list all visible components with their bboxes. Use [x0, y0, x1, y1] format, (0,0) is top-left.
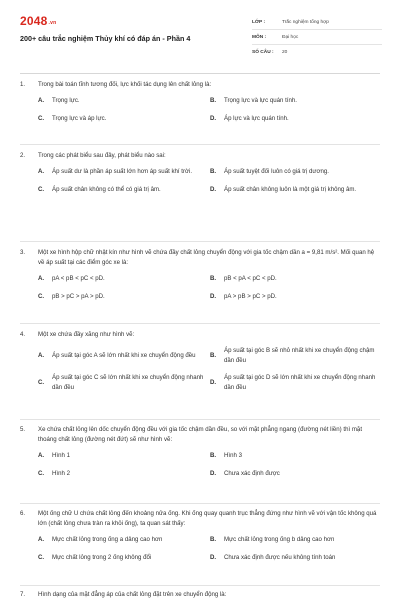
question-1 [20, 80, 382, 124]
answer-option-d[interactable] [210, 114, 382, 124]
option-text: Mực chất lỏng trong ống a dâng cao hơn [52, 536, 163, 544]
meta-row-class [252, 15, 382, 30]
answer-options [38, 451, 382, 479]
answer-option-d[interactable] [210, 373, 382, 392]
option-letter: A. [38, 351, 45, 359]
question-6 [20, 509, 382, 563]
option-text: Áp suất dư là phần áp suất lớn hơn áp suất khí trời. [52, 168, 193, 176]
question-text: Một xe hình hộp chữ nhật kín như hình vẽ chứa đầy chất lỏng chuyển động với gia tốc chậm dần a = 9,81 m/s². Mối quan hệ về áp suất tại các điểm góc xe là: [38, 249, 375, 266]
question-separator [20, 323, 380, 324]
question-separator [20, 585, 380, 586]
option-text: pA > pB > pC > pD. [224, 293, 277, 301]
question-5 [20, 425, 382, 479]
question-text: Một xe chứa đầy xăng như hình vẽ: [38, 331, 135, 338]
meta-key: SỐ CÂU : [252, 49, 274, 55]
document-header [0, 0, 400, 72]
answer-options [38, 167, 382, 195]
meta-value: Đại học [282, 34, 299, 40]
logo-suffix: .vn [48, 20, 57, 26]
question-number: 2. [20, 152, 26, 159]
option-letter: B. [210, 275, 217, 282]
option-text: Áp suất tại góc B sẽ nhỏ nhất khi xe chuyển động chậm dần đều [224, 347, 375, 364]
answer-option-a[interactable] [38, 274, 210, 284]
question-text: Trong bài toán tĩnh tương đối, lực khối tác dụng lên chất lỏng là: [38, 81, 212, 88]
option-letter: D. [210, 115, 217, 122]
logo-text: 2048 [20, 14, 48, 28]
question-text: Một ống chữ U chứa chất lỏng đến khoảng nửa ống. Khi ống quay quanh trục thẳng đứng như hình vẽ với vận tốc không quá lớn (chất lỏng chưa tràn ra khỏi ống), ta quan sát thấy: [38, 510, 377, 527]
question-separator [20, 144, 380, 145]
option-letter: D. [210, 293, 217, 300]
answer-option-a[interactable] [38, 451, 210, 461]
answer-options [38, 535, 382, 563]
option-text: Trọng lực. [52, 97, 80, 105]
question-number: 4. [20, 331, 26, 338]
option-letter: C. [38, 554, 45, 561]
option-text: Mực chất lỏng trong ống b dâng cao hơn [224, 536, 335, 544]
header-divider [20, 73, 380, 74]
answer-option-d[interactable] [210, 185, 382, 195]
option-letter: A. [38, 452, 45, 459]
option-letter: A. [38, 168, 45, 175]
option-text: Chưa xác định được [224, 470, 280, 478]
question-separator [20, 241, 380, 242]
answer-option-c[interactable] [38, 292, 210, 302]
site-logo[interactable] [20, 14, 56, 28]
option-letter: B. [210, 536, 217, 543]
answer-option-c[interactable] [38, 469, 210, 479]
option-letter: B. [210, 452, 217, 459]
option-text: Áp suất tuyệt đối luôn có giá trị dương. [224, 168, 329, 176]
answer-option-a[interactable] [38, 346, 210, 365]
option-text: Hình 3 [224, 452, 242, 460]
option-text: Hình 1 [52, 452, 70, 460]
question-separator [20, 503, 380, 504]
option-text: Áp suất chân không luôn là một giá trị không âm. [224, 186, 357, 194]
option-text: Áp suất tại góc C sẽ lớn nhất khi xe chuyển động nhanh dần đều [52, 374, 204, 391]
option-text: Hình 2 [52, 470, 70, 478]
option-letter: C. [38, 293, 45, 300]
answer-option-b[interactable] [210, 96, 382, 106]
answer-option-b[interactable] [210, 451, 382, 461]
option-text: Mực chất lỏng trong 2 ống không đổi [52, 554, 152, 562]
answer-option-d[interactable] [210, 292, 382, 302]
document-meta [252, 15, 382, 59]
option-text: Trọng lực và áp lực. [52, 115, 107, 123]
option-text: Trọng lực và lực quán tính. [224, 97, 297, 105]
question-separator [20, 419, 380, 420]
option-letter: D. [210, 554, 217, 561]
question-number: 1. [20, 81, 26, 88]
meta-value: Trắc nghiệm tổng hợp [282, 19, 329, 25]
option-letter: C. [38, 378, 45, 386]
option-text: Áp suất chân không có thể có giá trị âm. [52, 186, 161, 194]
option-text: pB < pA < pC < pD. [224, 275, 277, 283]
option-text: pB > pC > pA > pD. [52, 293, 105, 301]
option-text: Chưa xác định được nếu không tính toán [224, 554, 336, 562]
meta-key: MÔN : [252, 34, 267, 40]
meta-row-count [252, 45, 382, 59]
option-text: Áp lực và lực quán tính. [224, 115, 289, 123]
option-letter: C. [38, 186, 45, 193]
option-letter: D. [210, 470, 217, 477]
option-text: Áp suất tại góc D sẽ lớn nhất khi xe chuyển động nhanh dần đều [224, 374, 376, 391]
option-text: pA < pB < pC < pD. [52, 275, 105, 283]
meta-key: LỚP : [252, 19, 266, 25]
question-text: Trong các phát biểu sau đây, phát biểu nào sai: [38, 152, 166, 159]
answer-options [38, 96, 382, 124]
option-letter: C. [38, 470, 45, 477]
option-text: Áp suất tại góc A sẽ lớn nhất khi xe chuyển động đều [52, 351, 196, 359]
question-number: 6. [20, 510, 26, 517]
option-letter: A. [38, 275, 45, 282]
answer-options [38, 346, 382, 392]
question-number: 7. [20, 591, 26, 598]
answer-option-a[interactable] [38, 535, 210, 545]
option-letter: C. [38, 115, 45, 122]
option-letter: B. [210, 97, 217, 104]
question-7 [20, 590, 382, 600]
option-letter: B. [210, 168, 217, 175]
answer-option-b[interactable] [210, 346, 382, 365]
meta-value: 20 [282, 49, 288, 55]
question-4 [20, 330, 382, 392]
question-text: Hình dạng của mặt đẳng áp của chất lỏng đặt trên xe chuyển động là: [38, 591, 227, 598]
meta-row-subject [252, 30, 382, 45]
question-number: 5. [20, 426, 26, 433]
answer-option-d[interactable] [210, 469, 382, 479]
question-3 [20, 248, 382, 302]
option-letter: B. [210, 351, 217, 359]
question-text: Xe chứa chất lỏng lên dốc chuyển động đều với gia tốc chậm dần đều, so với mặt phẳng ngang (đường nét liền) thì mặt thoáng chất lỏng (đường nét đứt) sẽ như hình vẽ: [38, 426, 363, 443]
answer-option-c[interactable] [38, 114, 210, 124]
answer-option-a[interactable] [38, 96, 210, 106]
document-title: 200+ câu trắc nghiệm Thủy khí có đáp án - Phần 4 [20, 34, 191, 43]
question-number: 3. [20, 249, 26, 256]
option-letter: D. [210, 186, 217, 193]
answer-option-b[interactable] [210, 167, 382, 177]
answer-option-a[interactable] [38, 167, 210, 177]
option-letter: A. [38, 97, 45, 104]
question-2 [20, 151, 382, 195]
answer-option-b[interactable] [210, 274, 382, 284]
answer-option-c[interactable] [38, 185, 210, 195]
option-letter: D. [210, 378, 217, 386]
answer-options [38, 274, 382, 302]
answer-option-b[interactable] [210, 535, 382, 545]
answer-option-d[interactable] [210, 553, 382, 563]
option-letter: A. [38, 536, 45, 543]
answer-option-c[interactable] [38, 553, 210, 563]
answer-option-c[interactable] [38, 373, 210, 392]
